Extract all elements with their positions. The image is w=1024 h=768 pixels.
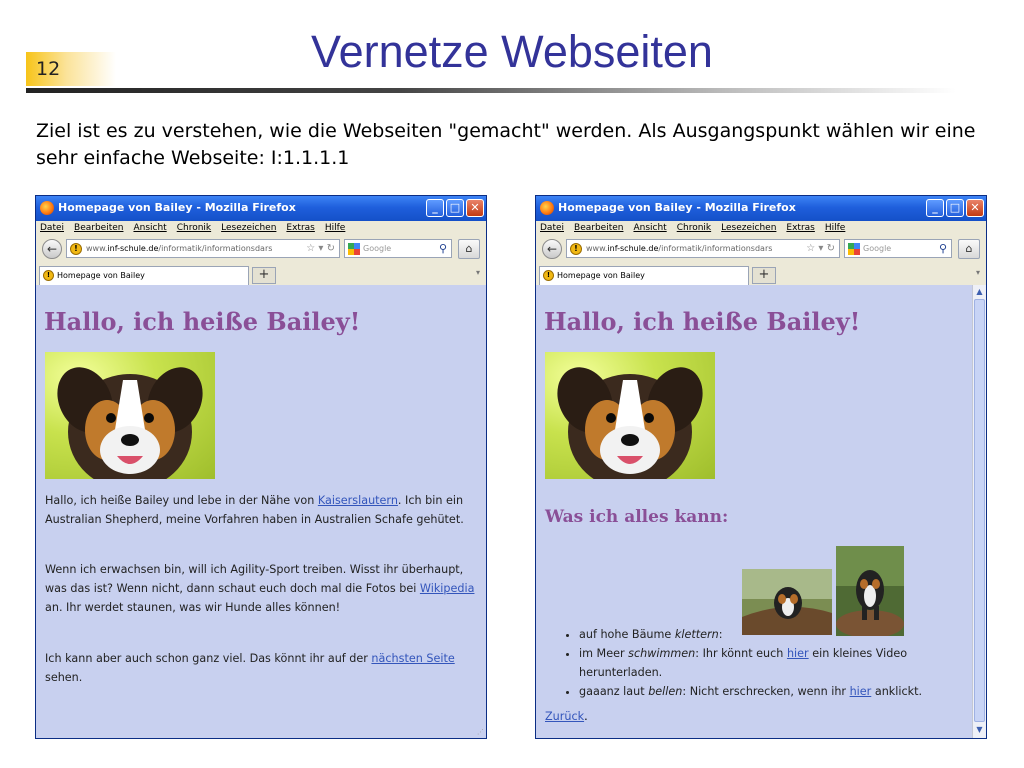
- nav-bar: [36, 237, 486, 261]
- url-prefix: www.: [86, 244, 108, 253]
- star-icon[interactable]: ☆ ▾ ↻: [306, 243, 335, 254]
- nav-bar: [536, 237, 986, 261]
- window-title: Homepage von Bailey - Mozilla Firefox: [58, 201, 296, 214]
- dog-portrait-image: [45, 352, 215, 479]
- menu-item-extras[interactable]: Extras: [786, 223, 815, 233]
- url-prefix: www.: [586, 244, 608, 253]
- maximize-button[interactable]: □: [446, 199, 464, 217]
- link-bellen-hier[interactable]: hier: [849, 685, 872, 698]
- menu-item-hilfe[interactable]: Hilfe: [324, 223, 346, 233]
- menu-item-ansicht[interactable]: Ansicht: [133, 223, 167, 233]
- menu-item-lesezeichen[interactable]: Lesezeichen: [721, 223, 777, 233]
- search-magnifier-icon[interactable]: ⚲: [438, 242, 447, 255]
- close-button[interactable]: ✕: [966, 199, 984, 217]
- menu-item-datei[interactable]: Datei: [40, 223, 65, 233]
- link-wikipedia[interactable]: Wikipedia: [419, 582, 475, 595]
- page-subheading: Was ich alles kann:: [545, 507, 729, 527]
- new-tab-button[interactable]: +: [252, 267, 276, 284]
- scroll-up-icon[interactable]: ▲: [976, 287, 983, 296]
- menu-item-bearbeiten[interactable]: Bearbeiten: [74, 223, 124, 233]
- minimize-button[interactable]: _: [926, 199, 944, 217]
- search-magnifier-icon[interactable]: ⚲: [938, 242, 947, 255]
- info-icon[interactable]: !: [570, 243, 582, 255]
- browser-chrome: [36, 221, 486, 285]
- url-bar[interactable]: [566, 239, 840, 258]
- menu-item-hilfe[interactable]: Hilfe: [824, 223, 846, 233]
- page-content: [36, 285, 486, 738]
- search-input[interactable]: [844, 239, 952, 258]
- search-placeholder: Google: [363, 244, 392, 253]
- list-item: • auf hohe Bäume klettern:: [579, 625, 965, 644]
- paragraph-2: Wenn ich erwachsen bin, will ich Agility-Sport treiben. Wisst ihr überhaupt, was das ist? Wenn nicht, dann schaut euch doch mal die Fotos bei Wikipedia an. Ihr werdet staunen, was wir Hunde alles können!: [45, 563, 475, 614]
- menu-item-bearbeiten[interactable]: Bearbeiten: [574, 223, 624, 233]
- tab-list-icon[interactable]: ▾: [975, 268, 980, 277]
- new-tab-button[interactable]: +: [752, 267, 776, 284]
- scroll-thumb[interactable]: [974, 299, 985, 722]
- skill-list: [545, 625, 965, 701]
- slide-title: Vernetze Webseiten: [311, 26, 713, 77]
- firefox-icon: [40, 201, 54, 215]
- dog-on-log-photo: [836, 546, 904, 636]
- dog-portrait-image: [545, 352, 715, 479]
- url-bar[interactable]: [66, 239, 340, 258]
- window-titlebar[interactable]: [36, 196, 486, 221]
- search-input[interactable]: [344, 239, 452, 258]
- close-button[interactable]: ✕: [466, 199, 484, 217]
- browser-chrome: [536, 221, 986, 285]
- window-titlebar[interactable]: [536, 196, 986, 221]
- page-content: [536, 285, 972, 738]
- url-domain: inf-schule.de: [107, 244, 159, 253]
- firefox-icon: [540, 201, 554, 215]
- tab-label: Homepage von Bailey: [557, 271, 645, 280]
- tab-list-icon[interactable]: ▾: [475, 268, 480, 277]
- star-icon[interactable]: ☆ ▾ ↻: [806, 243, 835, 254]
- url-path: /informatik/informationsdars: [158, 244, 273, 253]
- home-icon[interactable]: ⌂: [458, 239, 480, 259]
- search-placeholder: Google: [863, 244, 892, 253]
- paragraph-3: Ich kann aber auch schon ganz viel. Das könnt ihr auf der nächsten Seite sehen.: [45, 652, 455, 684]
- title-rule: [26, 88, 956, 93]
- menu-item-chronik[interactable]: Chronik: [676, 223, 712, 233]
- info-icon: !: [543, 270, 554, 281]
- browser-window-2: [535, 195, 987, 739]
- maximize-button[interactable]: □: [946, 199, 964, 217]
- info-icon[interactable]: !: [70, 243, 82, 255]
- link-zurueck[interactable]: Zurück: [545, 710, 585, 723]
- menu-item-lesezeichen[interactable]: Lesezeichen: [221, 223, 277, 233]
- google-icon: [848, 243, 860, 255]
- link-kaiserslautern[interactable]: Kaiserslautern: [317, 494, 398, 507]
- menu-bar: [40, 223, 355, 233]
- slide-number: 12: [36, 58, 61, 80]
- tab-label: Homepage von Bailey: [57, 271, 145, 280]
- back-arrow-icon[interactable]: ←: [542, 239, 562, 259]
- tab-homepage[interactable]: [39, 266, 249, 285]
- page-heading: Hallo, ich heiße Bailey!: [44, 307, 361, 336]
- menu-item-extras[interactable]: Extras: [286, 223, 315, 233]
- menu-bar: [540, 223, 855, 233]
- paragraph-1: Hallo, ich heiße Bailey und lebe in der Nähe von Kaiserslautern. Ich bin ein Australian Shepherd, meine Vorfahren haben in Australien Schafe gehütet.: [45, 494, 464, 526]
- menu-item-ansicht[interactable]: Ansicht: [633, 223, 667, 233]
- menu-item-chronik[interactable]: Chronik: [176, 223, 212, 233]
- link-video-hier[interactable]: hier: [786, 647, 809, 660]
- tab-homepage[interactable]: [539, 266, 749, 285]
- google-icon: [348, 243, 360, 255]
- window-title: Homepage von Bailey - Mozilla Firefox: [558, 201, 796, 214]
- menu-item-datei[interactable]: Datei: [540, 223, 565, 233]
- url-path: /informatik/informationsdars: [658, 244, 773, 253]
- back-link-container: Zurück.: [545, 710, 588, 723]
- tab-bar: [536, 263, 986, 286]
- list-item: • im Meer schwimmen: Ihr könnt euch hier ein kleines Video herunterladen.: [579, 644, 965, 682]
- url-domain: inf-schule.de: [607, 244, 659, 253]
- list-item: • gaaanz laut bellen: Nicht erschrecken, wenn ihr hier anklickt.: [579, 682, 965, 701]
- tab-bar: [36, 263, 486, 286]
- browser-window-1: [35, 195, 487, 739]
- intro-text: Ziel ist es zu verstehen, wie die Webseiten "gemacht" werden. Als Ausgangspunkt wählen wir eine sehr einfache Webseite: I:1.1.1.1: [36, 120, 976, 169]
- back-arrow-icon[interactable]: ←: [42, 239, 62, 259]
- home-icon[interactable]: ⌂: [958, 239, 980, 259]
- vertical-scrollbar[interactable]: [972, 285, 986, 738]
- page-heading: Hallo, ich heiße Bailey!: [544, 307, 861, 336]
- minimize-button[interactable]: _: [426, 199, 444, 217]
- link-naechste-seite[interactable]: nächsten Seite: [371, 652, 455, 665]
- info-icon: !: [43, 270, 54, 281]
- resize-grip[interactable]: ⋰: [477, 728, 484, 736]
- scroll-down-icon[interactable]: ▼: [976, 725, 983, 734]
